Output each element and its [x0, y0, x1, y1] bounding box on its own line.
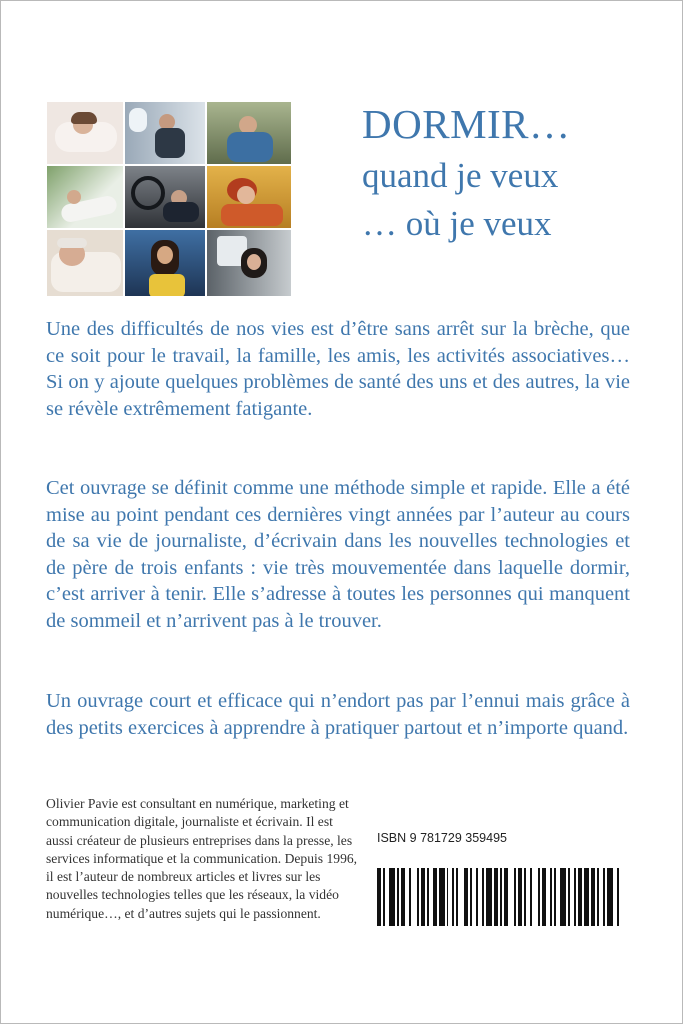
title-line-2: quand je veux: [362, 156, 559, 195]
blurb-paragraph-3: Un ouvrage court et efficace qui n’endort pas par l’ennui mais grâce à des petits exercices à apprendre à pratiquer partout et n’importe quand.: [46, 690, 630, 739]
barcode-bar: [619, 868, 621, 926]
woman-sleeping-train-icon: [124, 229, 206, 297]
barcode: [377, 868, 622, 926]
isbn-label: ISBN 9 781729 359495: [377, 831, 507, 845]
title-line-3: … où je veux: [362, 204, 552, 243]
man-sleeping-chair-icon: [206, 101, 292, 165]
woman-sleeping-hammock-icon: [46, 165, 124, 229]
author-bio: Olivier Pavie est consultant en numérique, marketing et communication digitale, journaliste et écrivain. Il est aussi créateur de plusieurs entreprises dans la presse, les services informatique et la communication. Depuis 1996, il est l’auteur de nombreux articles et livres sur les nouvelles technologies telles que les réseaux, la vidéo numérique…, et d’autres sujets qui le passionnent.: [46, 796, 358, 921]
woman-sleeping-bed-icon: [46, 101, 124, 165]
book-title: [362, 100, 662, 244]
blurb-paragraph-1: Une des difficultés de nos vies est d’être sans arrêt sur la brèche, que ce soit pour le travail, la famille, les amis, les activités associatives… Si on y ajoute quelques problèmes de santé des uns et des autres, la vie se révèle extrêmement fatigante.: [46, 318, 630, 420]
woman-sleeping-window-icon: [206, 229, 292, 297]
old-man-sleeping-icon: [46, 229, 124, 297]
title-line-1: DORMIR…: [362, 101, 571, 147]
photo-collage: [46, 101, 292, 297]
woman-sleeping-sofa-icon: [206, 165, 292, 229]
man-sleeping-airplane-icon: [124, 101, 206, 165]
man-sleeping-car-icon: [124, 165, 206, 229]
blurb-paragraph-2: Cet ouvrage se définit comme une méthode simple et rapide. Elle a été mise au point pendant ces dernières vingt années par l’auteur au cours de sa vie de journaliste, d’écrivain dans les nouvelles technologies et de père de trois enfants : vie très mouvementée dans laquelle dormir, c’est arriver à tenir. Elle s’adresse à toutes les personnes qui manquent de sommeil et n’arrivent pas à le trouver.: [46, 477, 630, 632]
